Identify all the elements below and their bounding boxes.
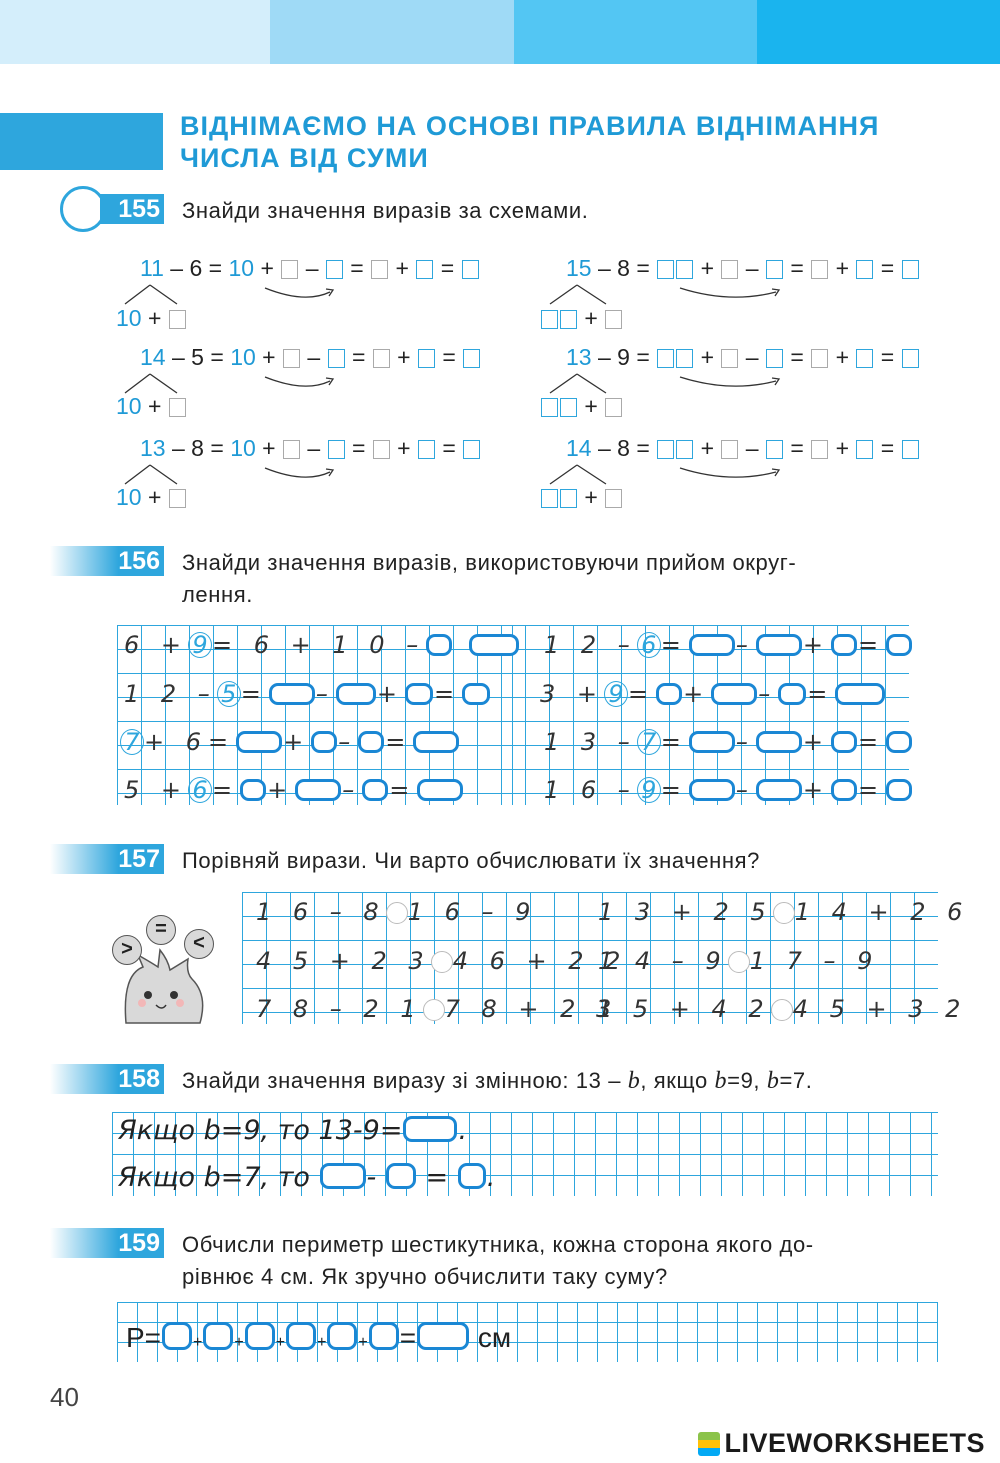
answer-pill[interactable] bbox=[413, 731, 459, 753]
page-number: 40 bbox=[50, 1382, 79, 1412]
answer-pill[interactable] bbox=[362, 779, 388, 801]
page-title: ВІДНІМАЄМО НА ОСНОВІ ПРАВИЛА ВІДНІМАННЯ ЧИСЛА ВІД СУМИ bbox=[180, 111, 880, 173]
answer-box[interactable] bbox=[657, 260, 674, 279]
task-158-line-1: Якщо b=9, то 13-9= . bbox=[118, 1115, 468, 1146]
task-156-l3: 7 + 6= + – = bbox=[120, 728, 460, 756]
answer-pill[interactable] bbox=[245, 1322, 275, 1350]
answer-box[interactable] bbox=[676, 260, 693, 279]
task-156-text: Знайди значення виразів, використовуючи прийом округ- лення. bbox=[182, 550, 797, 607]
answer-box[interactable] bbox=[657, 440, 674, 459]
answer-pill[interactable] bbox=[886, 731, 912, 753]
answer-pill[interactable] bbox=[236, 731, 282, 753]
sign-less-bubble: < bbox=[184, 929, 214, 959]
task-156-r4: 1 6 – 9 = – + = bbox=[544, 776, 913, 804]
task-156-l4: 5 + 6 = + – = bbox=[124, 776, 464, 804]
header-bar-3 bbox=[514, 0, 757, 64]
answer-box[interactable] bbox=[902, 349, 919, 368]
header-bar-4 bbox=[757, 0, 1000, 64]
answer-pill[interactable] bbox=[886, 779, 912, 801]
answer-box[interactable] bbox=[856, 260, 873, 279]
compare-circle[interactable] bbox=[386, 902, 408, 924]
answer-pill[interactable] bbox=[403, 1116, 457, 1142]
answer-box[interactable] bbox=[605, 489, 622, 508]
compare-circle[interactable] bbox=[771, 999, 793, 1021]
compare-circle[interactable] bbox=[773, 902, 795, 924]
answer-pill[interactable] bbox=[831, 779, 857, 801]
answer-pill[interactable] bbox=[295, 779, 341, 801]
answer-pill[interactable] bbox=[240, 779, 266, 801]
answer-box[interactable] bbox=[169, 310, 186, 329]
answer-pill[interactable] bbox=[405, 683, 433, 705]
answer-box[interactable] bbox=[766, 440, 783, 459]
answer-box[interactable] bbox=[328, 440, 345, 459]
answer-pill[interactable] bbox=[203, 1322, 233, 1350]
answer-box[interactable] bbox=[169, 398, 186, 417]
answer-box[interactable] bbox=[605, 398, 622, 417]
task-157-row-1-left: 1 6 – 8 1 6 – 9 bbox=[256, 898, 538, 926]
answer-pill[interactable] bbox=[469, 634, 519, 656]
header-bar-2 bbox=[270, 0, 514, 64]
answer-box[interactable] bbox=[721, 440, 738, 459]
answer-pill[interactable] bbox=[462, 683, 490, 705]
answer-pill[interactable] bbox=[336, 683, 376, 705]
task-157-row-2-right: 1 4 – 9 1 7 – 9 bbox=[598, 947, 880, 975]
answer-box[interactable] bbox=[326, 260, 343, 279]
scheme-lines bbox=[115, 280, 365, 308]
answer-box[interactable] bbox=[283, 349, 300, 368]
answer-box[interactable] bbox=[902, 260, 919, 279]
answer-box[interactable] bbox=[811, 349, 828, 368]
title-accent-block bbox=[0, 113, 163, 170]
answer-pill[interactable] bbox=[386, 1163, 416, 1189]
task-155-number: 155 bbox=[100, 194, 164, 224]
answer-box[interactable] bbox=[418, 349, 435, 368]
answer-pill[interactable] bbox=[358, 731, 384, 753]
answer-box[interactable] bbox=[721, 349, 738, 368]
task-158-line-2: Якщо b=7, то - = . bbox=[118, 1162, 496, 1193]
task-158-text: Знайди значення виразу зі змінною: 13 – b, якщо b=9, b=7. bbox=[182, 1068, 813, 1094]
answer-pill[interactable] bbox=[656, 683, 682, 705]
sign-greater-bubble: > bbox=[112, 935, 142, 965]
compare-circle[interactable] bbox=[423, 999, 445, 1021]
answer-pill[interactable] bbox=[689, 634, 735, 656]
task-156-l1: 6 + 9 = 6 + 1 0 – bbox=[124, 631, 520, 659]
answer-pill[interactable] bbox=[778, 683, 806, 705]
answer-pill[interactable] bbox=[711, 683, 757, 705]
task-155-text: Знайди значення виразів за схемами. bbox=[182, 198, 589, 223]
task-156-r1: 1 2 – 6 = – + = bbox=[544, 631, 913, 659]
task-156-number: 156 bbox=[50, 546, 164, 576]
answer-box[interactable] bbox=[856, 440, 873, 459]
answer-pill[interactable] bbox=[756, 731, 802, 753]
answer-pill[interactable] bbox=[756, 634, 802, 656]
answer-box[interactable] bbox=[676, 349, 693, 368]
answer-pill[interactable] bbox=[689, 731, 735, 753]
answer-box[interactable] bbox=[657, 349, 674, 368]
answer-box[interactable] bbox=[462, 260, 479, 279]
answer-box[interactable] bbox=[811, 440, 828, 459]
answer-pill[interactable] bbox=[831, 634, 857, 656]
answer-box[interactable] bbox=[605, 310, 622, 329]
task-157-row-3-right: 3 5 + 4 2 4 5 + 3 2 bbox=[596, 995, 968, 1023]
answer-box[interactable] bbox=[856, 349, 873, 368]
compare-circle[interactable] bbox=[728, 951, 750, 973]
task-159-text: Обчисли периметр шестикутника, кожна сторона якого до- рівнює 4 см. Як зручно обчислити таку суму? bbox=[182, 1232, 814, 1289]
answer-box[interactable] bbox=[281, 260, 298, 279]
answer-box[interactable] bbox=[283, 440, 300, 459]
answer-box[interactable] bbox=[541, 489, 558, 508]
answer-box[interactable] bbox=[373, 440, 390, 459]
task-157-number: 157 bbox=[50, 844, 164, 874]
task-157-text: Порівняй вирази. Чи варто обчислювати їх значення? bbox=[182, 848, 761, 873]
answer-box[interactable] bbox=[169, 489, 186, 508]
answer-pill[interactable] bbox=[162, 1322, 192, 1350]
answer-pill[interactable] bbox=[756, 779, 802, 801]
answer-box[interactable] bbox=[541, 398, 558, 417]
answer-box[interactable] bbox=[902, 440, 919, 459]
answer-pill[interactable] bbox=[417, 1322, 469, 1350]
task-158-number: 158 bbox=[50, 1064, 164, 1094]
answer-pill[interactable] bbox=[426, 634, 452, 656]
task-157-row-1-right: 1 3 + 2 5 1 4 + 2 6 bbox=[598, 898, 970, 926]
compare-circle[interactable] bbox=[431, 951, 453, 973]
task-157-row-3-left: 7 8 – 2 1 7 8 + 2 1 bbox=[256, 995, 620, 1023]
answer-pill[interactable] bbox=[269, 683, 315, 705]
answer-pill[interactable] bbox=[835, 683, 885, 705]
answer-box[interactable] bbox=[371, 260, 388, 279]
answer-box[interactable] bbox=[560, 489, 577, 508]
task-156-l2: 1 2 – 5 = – + = bbox=[124, 680, 491, 708]
brand-icon bbox=[698, 1432, 720, 1456]
answer-box[interactable] bbox=[676, 440, 693, 459]
answer-pill[interactable] bbox=[286, 1322, 316, 1350]
answer-box[interactable] bbox=[541, 310, 558, 329]
comparison-bunny-illustration bbox=[108, 915, 218, 1025]
answer-pill[interactable] bbox=[311, 731, 337, 753]
answer-box[interactable] bbox=[463, 349, 480, 368]
answer-pill[interactable] bbox=[417, 779, 463, 801]
answer-box[interactable] bbox=[811, 260, 828, 279]
answer-box[interactable] bbox=[560, 310, 577, 329]
brand-logo: LIVEWORKSHEETS bbox=[698, 1428, 985, 1459]
answer-pill[interactable] bbox=[689, 779, 735, 801]
answer-box[interactable] bbox=[373, 349, 390, 368]
sign-equal-bubble: = bbox=[146, 915, 176, 945]
answer-box[interactable] bbox=[721, 260, 738, 279]
answer-pill[interactable] bbox=[369, 1322, 399, 1350]
answer-box[interactable] bbox=[766, 349, 783, 368]
answer-box[interactable] bbox=[766, 260, 783, 279]
answer-pill[interactable] bbox=[831, 731, 857, 753]
answer-box[interactable] bbox=[416, 260, 433, 279]
task-156-r3: 1 3 – 7 = – + = bbox=[544, 728, 913, 756]
header-bar-1 bbox=[0, 0, 270, 64]
task-156-r2: 3 + 9 = + – = bbox=[540, 680, 886, 708]
answer-box[interactable] bbox=[328, 349, 345, 368]
task-157-row-2-left: 4 5 + 2 3 4 6 + 2 2 bbox=[256, 947, 628, 975]
answer-box[interactable] bbox=[418, 440, 435, 459]
scheme-lines bbox=[540, 280, 800, 308]
task-159-number: 159 bbox=[50, 1228, 164, 1258]
answer-box[interactable] bbox=[560, 398, 577, 417]
answer-pill[interactable] bbox=[458, 1163, 486, 1189]
task-159-perimeter-line: P= + + + + + = см bbox=[126, 1322, 512, 1353]
answer-pill[interactable] bbox=[327, 1322, 357, 1350]
answer-box[interactable] bbox=[463, 440, 480, 459]
answer-pill[interactable] bbox=[320, 1163, 366, 1189]
answer-pill[interactable] bbox=[886, 634, 912, 656]
